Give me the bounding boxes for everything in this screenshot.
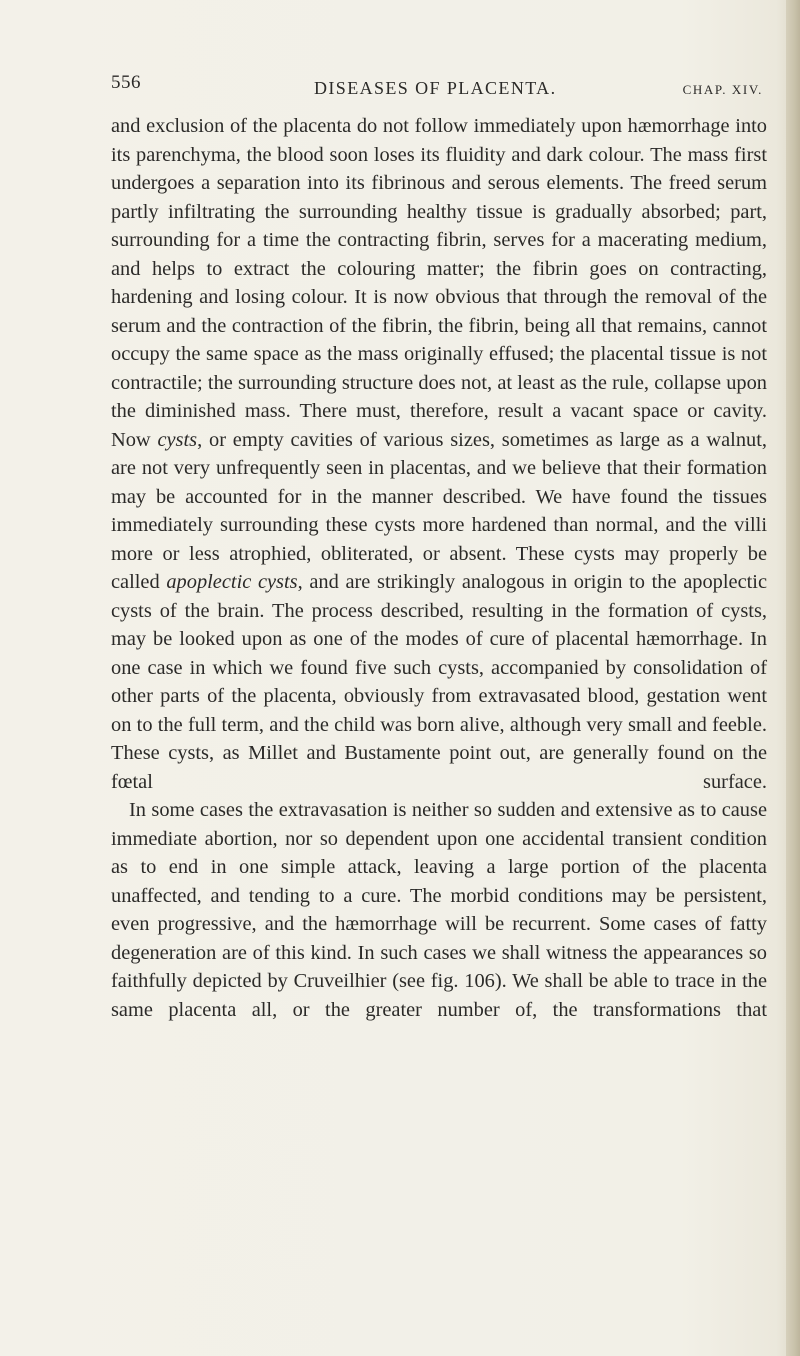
paragraph-1-part-1: and exclusion of the placenta do not follow immediately upon hæmorrhage into its parenchyma, the blood soon loses its fluidity and dark colour. The mass first undergoes a separation into its fibrinous and serous elements. The freed serum partly infiltrating the surrounding healthy tissue is gradually absorbed; part, surrounding for a time the contracting fibrin, serves for a macerating medium, and helps to extract the colouring matter; the fibrin goes on contracting, hardening and losing colour. It is now obvious that through the removal of the serum and the contraction of the fibrin, the fibrin, being all that remains, cannot occupy the same space as the mass originally effused; the placental tissue is not contractile; the surrounding structure does not, at least as the rule, collapse upon the diminished mass. There must, therefore, result a vacant space or cavity. Now: [111, 115, 767, 451]
running-header: [111, 72, 763, 106]
paragraph-1-part-3: , and are strikingly analogous in origin to the apoplectic cysts of the brain. The process described, resulting in the formation of cysts, may be looked upon as one of the modes of cure of placental hæmorrhage. In one case in which we found five such cysts, accompanied by consolidation of other parts of the placenta, obviously from extravasated blood, gestation went on to the full term, and the child was born alive, although very small and feeble. These cysts, as Millet and Bustamente point out, are generally found on the fœtal surface.: [111, 571, 767, 793]
paragraph-1: [111, 112, 767, 796]
page-edge: [786, 0, 800, 1356]
paragraph-2: In some cases the extravasation is neither so sudden and extensive as to cause immediate abortion, nor so dependent upon one accidental transient condition as to end in one simple attack, leaving a large portion of the placenta unaffected, and tending to a cure. The morbid conditions may be persistent, even progressive, and the hæmorrhage will be recurrent. Some cases of fatty degeneration are of this kind. In such cases we shall witness the appearances so faithfully depicted by Cruveilhier (see fig. 106). We shall be able to trace in the same placenta all, or the greater number of, the transformations that: [111, 799, 767, 1021]
page-number: 556: [111, 72, 141, 93]
chapter-label: CHAP. XIV.: [682, 82, 763, 97]
paragraph-1-part-2: , or empty cavities of various sizes, sometimes as large as a walnut, are not very unfrequently seen in placentas, and we believe that their formation may be accounted for in the manner described. We have found the tissues immediately surrounding these cysts more hardened than normal, and the villi more or less atrophied, obliterated, or absent. These cysts may properly be called: [111, 428, 767, 593]
term-cysts: cysts: [157, 428, 198, 451]
term-apoplectic-cysts: apoplectic cysts: [166, 571, 298, 593]
running-title: DISEASES OF PLACENTA.: [314, 78, 557, 98]
body-text: [111, 112, 767, 1024]
